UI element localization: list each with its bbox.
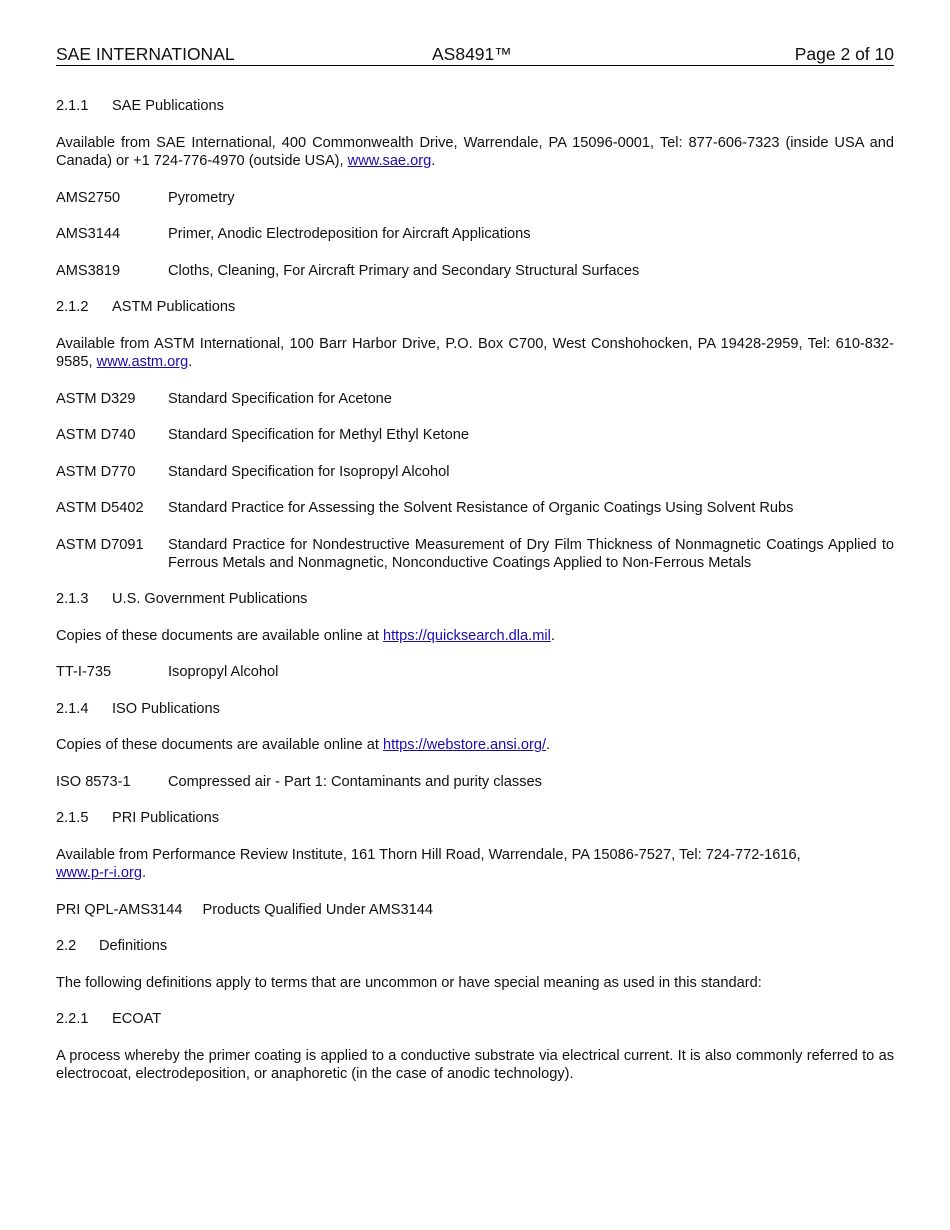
page-header (56, 44, 894, 66)
section-title: SAE Publications (112, 98, 224, 114)
section-number: 2.1.2 (56, 299, 89, 315)
section-number: 2.2 (56, 938, 77, 954)
reference-row (56, 499, 894, 517)
section-heading-2-2-1 (56, 1010, 894, 1028)
reference-code: AMS3144 (56, 226, 121, 242)
header-doc-id: AS8491™ (432, 44, 512, 64)
definitions-intro: The following definitions apply to terms that are uncommon or have special meaning as used in this standard: (56, 975, 762, 991)
section-title: ASTM Publications (112, 299, 236, 315)
gov-availability-paragraph: Copies of these documents are available online at https://quicksearch.dla.mil. (56, 628, 555, 644)
reference-code: ASTM D329 (56, 391, 136, 407)
section-heading-2-1-3 (56, 590, 894, 608)
reference-title: Primer, Anodic Electrodeposition for Aircraft Applications (168, 226, 531, 242)
reference-title: Products Qualified Under AMS3144 (202, 902, 433, 918)
reference-title: Standard Specification for Methyl Ethyl Ketone (168, 427, 469, 443)
ansi-webstore-link[interactable]: https://webstore.ansi.org/ (382, 737, 546, 753)
reference-row (56, 262, 894, 280)
section-number: 2.2.1 (56, 1011, 89, 1027)
reference-code: ASTM D7091 (56, 537, 144, 553)
reference-code: AMS3819 (56, 263, 121, 279)
reference-row (56, 536, 894, 572)
reference-title: Standard Specification for Isopropyl Alcohol (168, 464, 450, 480)
document-body (56, 97, 894, 1083)
section-title: Definitions (99, 938, 168, 954)
pri-link[interactable]: www.p-r-i.org (56, 865, 142, 881)
reference-row (56, 663, 894, 681)
section-title: ECOAT (112, 1011, 162, 1027)
section-number: 2.1.5 (56, 810, 89, 826)
reference-row (56, 225, 894, 243)
reference-code: AMS2750 (56, 190, 121, 206)
ecoat-definition: A process whereby the primer coating is applied to a conductive substrate via electrical current. It is also commonly referred to as electrocoat, electrodeposition, or anaphoretic (in the case of anodic technology). (56, 1048, 894, 1082)
section-heading-2-1-1 (56, 97, 894, 115)
astm-link[interactable]: www.astm.org (96, 354, 189, 370)
reference-row (56, 390, 894, 408)
reference-code: ISO 8573-1 (56, 774, 131, 790)
availability-text: Available from Performance Review Institute, 161 Thorn Hill Road, Warrendale, PA 15086-7527, Tel: 724-772-1616, (56, 847, 801, 863)
section-heading-2-1-2 (56, 298, 894, 316)
section-title: ISO Publications (112, 701, 220, 717)
reference-title: Compressed air - Part 1: Contaminants and purity classes (168, 774, 542, 790)
section-number: 2.1.1 (56, 98, 89, 114)
reference-row (56, 426, 894, 444)
quicksearch-link[interactable]: https://quicksearch.dla.mil (382, 628, 551, 644)
astm-availability-paragraph: Available from ASTM International, 100 Barr Harbor Drive, P.O. Box C700, West Conshohocken, PA 19428-2959, Tel: 610-832-9585, www.astm.org. (56, 336, 894, 370)
section-heading-2-1-4 (56, 700, 894, 718)
reference-code: ASTM D740 (56, 427, 136, 443)
header-page-number: Page 2 of 10 (794, 44, 894, 64)
section-title: U.S. Government Publications (112, 591, 308, 607)
availability-text: Available from ASTM International, 100 Barr Harbor Drive, P.O. Box C700, West Conshohocken, PA 19428-2959, Tel: 610-832-9585, (56, 336, 894, 370)
availability-text: Copies of these documents are available online at (56, 628, 379, 644)
reference-row (56, 463, 894, 481)
section-heading-2-1-5 (56, 809, 894, 827)
section-heading-2-2 (56, 937, 894, 955)
reference-row (56, 901, 894, 919)
reference-code: TT-I-735 (56, 664, 112, 680)
pri-availability-paragraph: Available from Performance Review Institute, 161 Thorn Hill Road, Warrendale, PA 15086-7527, Tel: 724-772-1616, www.p-r-i.org. (56, 847, 801, 881)
reference-code: ASTM D770 (56, 464, 136, 480)
reference-code: ASTM D5402 (56, 500, 144, 516)
reference-title: Isopropyl Alcohol (168, 664, 279, 680)
iso-availability-paragraph: Copies of these documents are available online at https://webstore.ansi.org/. (56, 737, 551, 753)
header-org: SAE INTERNATIONAL (56, 44, 235, 64)
reference-title: Standard Practice for Assessing the Solvent Resistance of Organic Coatings Using Solvent Rubs (168, 500, 794, 516)
reference-title: Pyrometry (168, 190, 235, 206)
reference-code: PRI QPL-AMS3144 (56, 902, 183, 918)
reference-row (56, 773, 894, 791)
reference-title: Cloths, Cleaning, For Aircraft Primary and Secondary Structural Surfaces (168, 263, 640, 279)
reference-title: Standard Specification for Acetone (168, 391, 392, 407)
availability-text: Available from SAE International, 400 Commonwealth Drive, Warrendale, PA 15096-0001, Tel: 877-606-7323 (inside USA and Canada) or +1 724-776-4970 (outside USA), (56, 135, 894, 169)
availability-text: Copies of these documents are available online at (56, 737, 379, 753)
sae-availability-paragraph: Available from SAE International, 400 Commonwealth Drive, Warrendale, PA 15096-0001, Tel: 877-606-7323 (inside USA and Canada) or +1 724-776-4970 (outside USA), www.sae.org. (56, 135, 894, 169)
reference-row (56, 189, 894, 207)
section-number: 2.1.4 (56, 701, 89, 717)
sae-link[interactable]: www.sae.org (347, 153, 432, 169)
section-number: 2.1.3 (56, 591, 89, 607)
section-title: PRI Publications (112, 810, 220, 826)
reference-title: Standard Practice for Nondestructive Measurement of Dry Film Thickness of Nonmagnetic Coatings Applied to Ferrous Metals and Nonmagnetic, Nonconductive Coatings Applied to Non-Ferrous Metals (168, 537, 894, 571)
